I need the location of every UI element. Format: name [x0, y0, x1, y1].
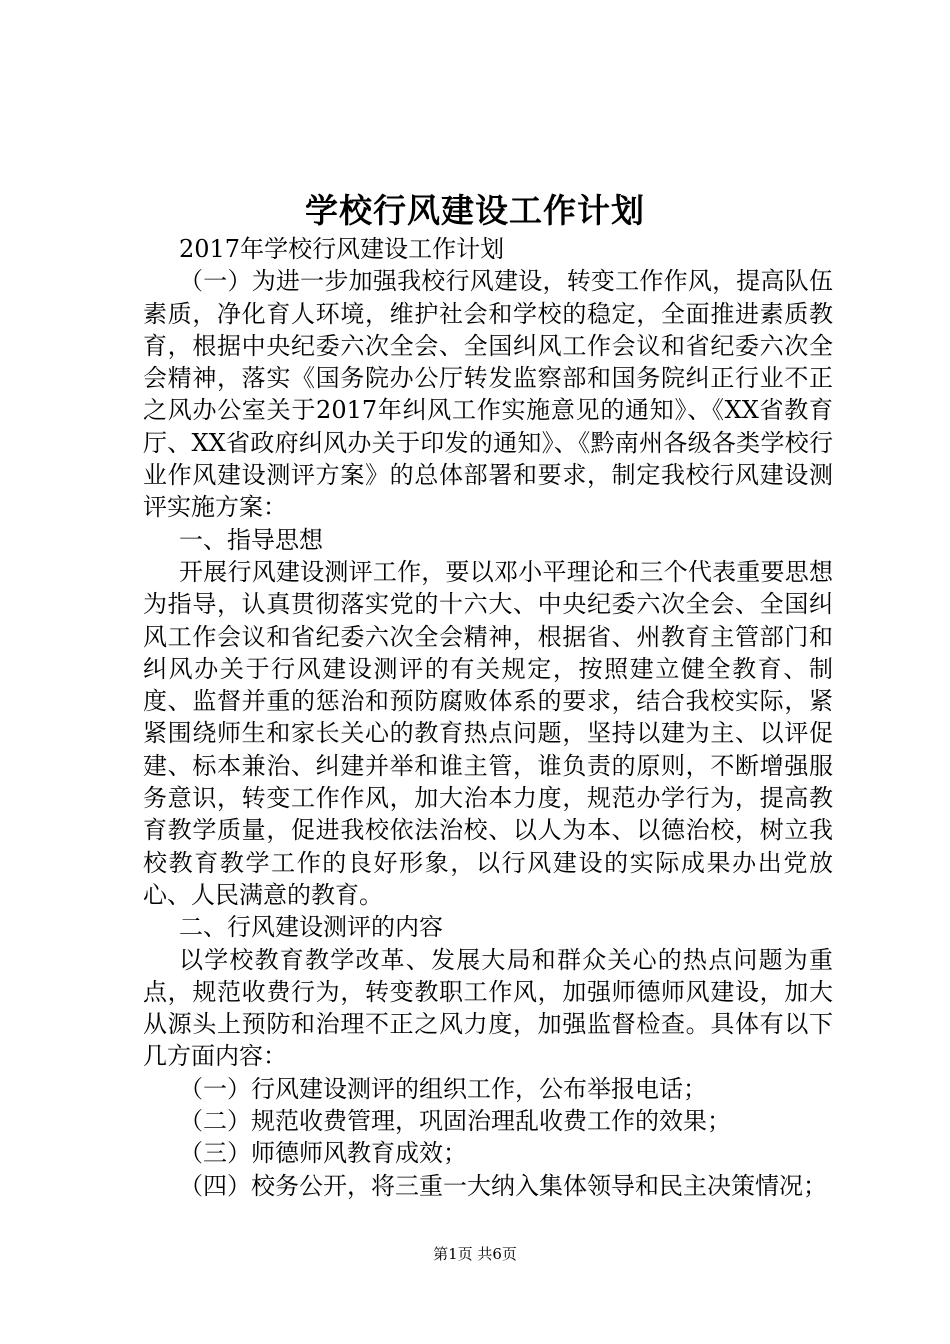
paragraph-guiding-ideology: 开展行风建设测评工作，要以邓小平理论和三个代表重要思想为指导，认真贯彻落实党的十六大、中央纪委六次全会、全国纠风工作会议和省纪委六次全会精神，根据省、州教育主管部门和纠风办关于行风建设测评的有关规定，按照建立健全教育、制度、监督并重的惩治和预防腐败体系的要求，结合我校实际，紧紧围绕师生和家长关心的教育热点问题，坚持以建为主、以评促建、标本兼治、纠建并举和谁主管，谁负责的原则，不断增强服务意识，转变工作作风，加大治本力度，规范办学行为，提高教育教学质量，促进我校依法治校、以人为本、以德治校，树立我校教育教学工作的良好形象，以行风建设的实际成果办出党放心、人民满意的教育。 — [143, 557, 833, 909]
paragraph-evaluation-content: 以学校教育教学改革、发展大局和群众关心的热点问题为重点，规范收费行为，转变教职工作风，加强师德师风建设，加大从源头上预防和治理不正之风力度，加强监督检查。具体有以下几方面内容： — [143, 945, 833, 1071]
heading-guiding-ideology: 一、指导思想 — [179, 525, 323, 554]
document-body — [143, 233, 833, 1202]
page-footer: 第1页 共6页 — [433, 1245, 517, 1263]
list-item-2: （二）规范收费管理，巩固治理乱收费工作的效果； — [179, 1107, 731, 1136]
heading-evaluation-content: 二、行风建设测评的内容 — [179, 913, 443, 942]
paragraph-subtitle: 2017年学校行风建设工作计划 — [179, 235, 505, 263]
list-item-1: （一）行风建设测评的组织工作，公布举报电话； — [179, 1074, 707, 1103]
list-item-3: （三）师德师风教育成效； — [179, 1139, 467, 1168]
paragraph-intro: （一）为进一步加强我校行风建设，转变工作作风，提高队伍素质，净化育人环境，维护社会和学校的稳定，全面推进素质教育，根据中央纪委六次全会、全国纠风工作会议和省纪委六次全会精神，落实《国务院办公厅转发监察部和国务院纠正行业不正之风办公室关于2017年纠风工作实施意见的通知》、《XX省教育厅、XX省政府纠风办关于印发的通知》、《黔南州各级各类学校行业作风建设测评方案》的总体部署和要求，制定我校行风建设测评实施方案： — [143, 267, 833, 522]
document-title: 学校行风建设工作计划 — [305, 191, 645, 230]
list-item-4: （四）校务公开，将三重一大纳入集体领导和民主决策情况； — [179, 1171, 827, 1200]
